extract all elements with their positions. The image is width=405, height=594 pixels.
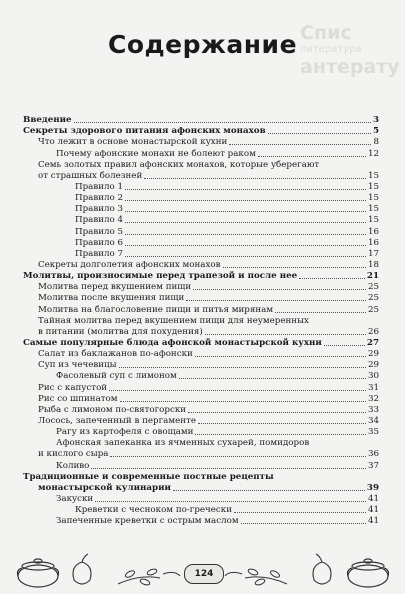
dot-leader xyxy=(188,412,366,413)
toc-entry-title: Креветки с чесноком по-гречески xyxy=(75,505,233,516)
toc-entry-page: 21 xyxy=(366,271,379,282)
toc-entry xyxy=(23,315,379,326)
toc-entry-page: 27 xyxy=(366,337,379,348)
toc-entry-page: 41 xyxy=(367,505,379,516)
toc-entry-title: Правило 5 xyxy=(75,226,124,237)
toc-entry xyxy=(23,114,379,125)
toc-entry xyxy=(23,147,379,158)
toc-entry xyxy=(23,359,379,370)
toc-entry xyxy=(23,426,379,437)
toc-entry-title: Правило 3 xyxy=(75,204,124,215)
bleed-through-text: Спис литература антерату xyxy=(300,22,400,78)
toc-entry-title: Секреты долголетия афонских монахов xyxy=(38,259,221,270)
toc-entry xyxy=(23,203,379,214)
toc-entry xyxy=(23,337,379,348)
toc-entry-title: в питании (молитва для похудения) xyxy=(38,326,203,337)
toc-entry-title: Правило 7 xyxy=(75,248,124,259)
toc-entry-page: 29 xyxy=(367,360,379,371)
toc-entry xyxy=(23,437,379,448)
dot-leader xyxy=(229,144,371,145)
dot-leader xyxy=(125,234,366,235)
toc-entry xyxy=(23,248,379,259)
toc-entry-title: Тайная молитва перед вкушением пищи для неумеренных xyxy=(38,315,309,326)
toc-entry xyxy=(23,170,379,181)
toc-entry xyxy=(23,448,379,459)
toc-entry-page: 17 xyxy=(367,248,379,259)
dot-leader xyxy=(223,267,366,268)
toc-entry-page: 25 xyxy=(367,304,379,315)
dot-leader xyxy=(125,245,366,246)
dot-leader xyxy=(193,289,366,290)
decorative-footer xyxy=(0,548,405,590)
toc-entry xyxy=(23,459,379,470)
toc-entry-page: 15 xyxy=(367,215,379,226)
toc-entry-title: монастырской кулинарии xyxy=(38,482,171,493)
toc-entry-page: 37 xyxy=(367,460,379,471)
toc-entry-page: 32 xyxy=(367,393,379,404)
toc-entry-title: Самые популярные блюда афонской монастырской кухни xyxy=(23,337,322,348)
toc-entry-page: 18 xyxy=(367,259,379,270)
toc-entry-title: Молитва перед вкушением пищи xyxy=(38,282,192,293)
toc-entry xyxy=(23,393,379,404)
toc-entry-page: 15 xyxy=(367,204,379,215)
dot-leader xyxy=(109,390,366,391)
toc-entry-title: Лосось, запеченный в пергаменте xyxy=(38,415,196,426)
table-of-contents xyxy=(23,114,379,526)
toc-entry xyxy=(23,192,379,203)
dot-leader xyxy=(144,178,366,179)
dot-leader xyxy=(125,222,366,223)
dot-leader xyxy=(258,156,366,157)
toc-entry-page: 29 xyxy=(367,349,379,360)
dot-leader xyxy=(195,434,366,435)
dot-leader xyxy=(74,122,371,123)
dot-leader xyxy=(324,345,365,346)
dot-leader xyxy=(95,501,366,502)
dot-leader xyxy=(198,423,366,424)
dot-leader xyxy=(186,300,366,301)
toc-entry-title: Коливо xyxy=(56,460,90,471)
toc-entry-title: Правило 1 xyxy=(75,181,124,192)
toc-entry-page: 34 xyxy=(367,415,379,426)
dot-leader xyxy=(120,401,366,402)
toc-entry-title: Семь золотых правил афонских монахов, которые уберегают xyxy=(38,159,320,170)
toc-entry xyxy=(23,504,379,515)
toc-entry-title: Секреты здорового питания афонских монахов xyxy=(23,126,266,137)
dot-leader xyxy=(299,278,365,279)
toc-entry-page: 35 xyxy=(367,427,379,438)
toc-entry-title: и кислого сыра xyxy=(38,449,109,460)
dot-leader xyxy=(173,490,365,491)
dot-leader xyxy=(110,456,365,457)
toc-entry xyxy=(23,125,379,136)
toc-entry xyxy=(23,303,379,314)
toc-entry-title: Правило 6 xyxy=(75,237,124,248)
toc-entry xyxy=(23,326,379,337)
toc-entry-page: 12 xyxy=(367,148,379,159)
toc-entry xyxy=(23,348,379,359)
dot-leader xyxy=(195,356,366,357)
toc-entry-title: Молитвы, произносимые перед трапезой и после нее xyxy=(23,271,298,282)
toc-entry xyxy=(23,381,379,392)
toc-entry-page: 41 xyxy=(367,493,379,504)
toc-entry xyxy=(23,259,379,270)
toc-entry-title: Молитва после вкушения пищи xyxy=(38,293,185,304)
toc-entry-page: 25 xyxy=(367,282,379,293)
toc-entry-page: 15 xyxy=(367,170,379,181)
toc-entry-title: Салат из баклажанов по-афонски xyxy=(38,349,193,360)
toc-entry-title: Почему афонские монахи не болеют раком xyxy=(56,148,256,159)
dot-leader xyxy=(241,523,366,524)
toc-entry xyxy=(23,404,379,415)
toc-entry xyxy=(23,415,379,426)
dot-leader xyxy=(125,200,366,201)
dot-leader xyxy=(125,256,366,257)
toc-entry-page: 26 xyxy=(367,326,379,337)
toc-entry-title: Запеченные креветки с острым маслом xyxy=(56,516,239,527)
toc-entry-page: 31 xyxy=(367,382,379,393)
toc-entry xyxy=(23,482,379,493)
dot-leader xyxy=(268,133,371,134)
page-number: 124 xyxy=(184,564,224,584)
toc-entry xyxy=(23,136,379,147)
toc-entry-title: от страшных болезней xyxy=(38,170,143,181)
toc-entry xyxy=(23,292,379,303)
toc-entry-title: Рис со шпинатом xyxy=(38,393,118,404)
toc-entry xyxy=(23,225,379,236)
dot-leader xyxy=(275,312,366,313)
toc-entry-title: Рыба с лимоном по-святогорски xyxy=(38,404,187,415)
toc-entry-title: Афонская запеканка из ячменных сухарей, помидоров xyxy=(56,438,310,449)
toc-entry-title: Правило 4 xyxy=(75,215,124,226)
toc-entry-page: 36 xyxy=(367,449,379,460)
toc-entry-title: Введение xyxy=(23,115,72,126)
dot-leader xyxy=(205,334,366,335)
toc-entry xyxy=(23,237,379,248)
toc-entry-page: 5 xyxy=(372,126,379,137)
dot-leader xyxy=(234,512,366,513)
toc-entry-title: Что лежит в основе монастырской кухни xyxy=(38,137,228,148)
toc-entry xyxy=(23,214,379,225)
toc-entry-title: Суп из чечевицы xyxy=(38,360,117,371)
toc-entry-page: 8 xyxy=(373,137,379,148)
toc-entry-title: Рис с капустой xyxy=(38,382,108,393)
toc-entry xyxy=(23,515,379,526)
page-title: Содержание xyxy=(107,30,298,59)
dot-leader xyxy=(125,189,366,190)
toc-entry xyxy=(23,270,379,281)
toc-entry-page: 15 xyxy=(367,181,379,192)
toc-entry-title: Фасолевый суп с лимоном xyxy=(56,371,177,382)
dot-leader xyxy=(125,211,366,212)
toc-entry-page: 25 xyxy=(367,293,379,304)
toc-entry-page: 33 xyxy=(367,404,379,415)
toc-entry-title: Традиционные и современные постные рецепты xyxy=(23,471,274,482)
toc-entry xyxy=(23,370,379,381)
toc-entry xyxy=(23,181,379,192)
dot-leader xyxy=(119,367,366,368)
dot-leader xyxy=(179,378,366,379)
toc-entry xyxy=(23,471,379,482)
toc-entry xyxy=(23,159,379,170)
toc-entry-title: Рагу из картофеля с овощами xyxy=(56,427,194,438)
toc-entry xyxy=(23,493,379,504)
toc-entry-title: Закуски xyxy=(56,493,94,504)
toc-entry-page: 16 xyxy=(367,237,379,248)
dot-leader xyxy=(91,468,366,469)
toc-entry-page: 30 xyxy=(367,371,379,382)
toc-entry-page: 15 xyxy=(367,193,379,204)
toc-entry-title: Правило 2 xyxy=(75,193,124,204)
toc-entry-page: 16 xyxy=(367,226,379,237)
toc-entry xyxy=(23,281,379,292)
toc-entry-page: 41 xyxy=(367,516,379,527)
toc-entry-title: Молитва на благословение пищи и питья мирянам xyxy=(38,304,274,315)
toc-entry-page: 3 xyxy=(372,115,379,126)
toc-entry-page: 39 xyxy=(366,482,379,493)
